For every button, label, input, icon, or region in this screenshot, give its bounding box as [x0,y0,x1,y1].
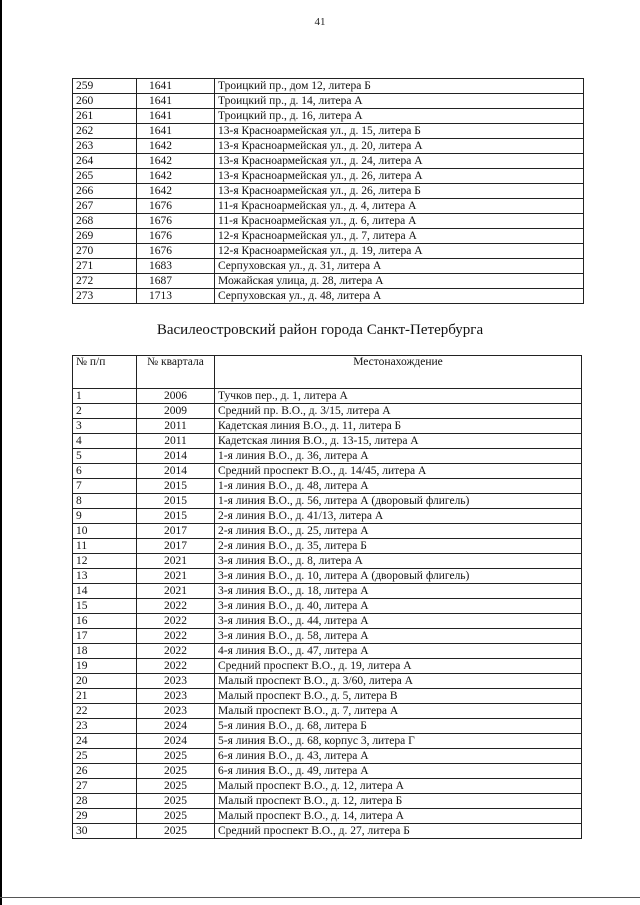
vasileostrovsky-addresses-table-body [73,389,582,839]
quarter-number-cell: 2006 [137,389,215,404]
quarter-number-cell: 1641 [137,124,215,139]
location-cell: Тучков пер., д. 1, литера А [215,389,582,404]
row-number-cell: 27 [73,779,137,794]
table-row [73,479,582,494]
location-cell: 2-я линия В.О., д. 41/13, литера А [215,509,582,524]
table-header-row [73,356,582,389]
table-row [73,434,582,449]
table-row [73,614,582,629]
location-cell: 12-я Красноармейская ул., д. 7, литера А [215,229,584,244]
location-cell: 1-я линия В.О., д. 36, литера А [215,449,582,464]
table-row [73,389,582,404]
row-number-cell: 267 [73,199,137,214]
quarter-number-cell: 2011 [137,419,215,434]
quarter-number-cell: 1641 [137,94,215,109]
row-number-cell: 259 [73,79,137,94]
quarter-number-cell: 1642 [137,154,215,169]
table-row [73,809,582,824]
location-cell: Малый проспект В.О., д. 3/60, литера А [215,674,582,689]
row-number-cell: 19 [73,659,137,674]
table-row [73,674,582,689]
row-number-cell: 6 [73,464,137,479]
quarter-number-cell: 2023 [137,704,215,719]
row-number-cell: 266 [73,184,137,199]
quarter-number-cell: 2024 [137,719,215,734]
row-number-cell: 8 [73,494,137,509]
table-row [73,184,584,199]
row-number-cell: 271 [73,259,137,274]
table-row [73,719,582,734]
table-row [73,274,584,289]
header-location: Местонахождение [215,356,582,389]
row-number-cell: 11 [73,539,137,554]
table-row [73,154,584,169]
row-number-cell: 13 [73,569,137,584]
table-row [73,599,582,614]
quarter-number-cell: 2015 [137,494,215,509]
row-number-cell: 26 [73,764,137,779]
row-number-cell: 24 [73,734,137,749]
location-cell: Средний проспект В.О., д. 19, литера А [215,659,582,674]
header-row-number: № п/п [73,356,137,389]
quarter-number-cell: 2025 [137,809,215,824]
quarter-number-cell: 2025 [137,764,215,779]
quarter-number-cell: 2015 [137,479,215,494]
table-row [73,554,582,569]
quarter-number-cell: 1676 [137,244,215,259]
row-number-cell: 272 [73,274,137,289]
table-row [73,494,582,509]
row-number-cell: 265 [73,169,137,184]
location-cell: Троицкий пр., д. 16, литера А [215,109,584,124]
location-cell: 6-я линия В.О., д. 49, литера А [215,764,582,779]
table-row [73,524,582,539]
quarter-number-cell: 2017 [137,539,215,554]
location-cell: 3-я линия В.О., д. 58, литера А [215,629,582,644]
table-row [73,734,582,749]
table-row [73,629,582,644]
quarter-number-cell: 2015 [137,509,215,524]
location-cell: 5-я линия В.О., д. 68, литера Б [215,719,582,734]
table-row [73,704,582,719]
row-number-cell: 16 [73,614,137,629]
table-row [73,124,584,139]
quarter-number-cell: 1687 [137,274,215,289]
quarter-number-cell: 2022 [137,629,215,644]
row-number-cell: 17 [73,629,137,644]
location-cell: 13-я Красноармейская ул., д. 26, литера А [215,169,584,184]
location-cell: Малый проспект В.О., д. 14, литера А [215,809,582,824]
table-row [73,214,584,229]
table-row [73,259,584,274]
quarter-number-cell: 2024 [137,734,215,749]
location-cell: 13-я Красноармейская ул., д. 26, литера Б [215,184,584,199]
quarter-number-cell: 2025 [137,824,215,839]
table-row [73,779,582,794]
location-cell: 13-я Красноармейская ул., д. 15, литера Б [215,124,584,139]
row-number-cell: 4 [73,434,137,449]
table-row [73,404,582,419]
quarter-number-cell: 1641 [137,79,215,94]
quarter-number-cell: 2025 [137,794,215,809]
table-row [73,169,584,184]
location-cell: 3-я линия В.О., д. 40, литера А [215,599,582,614]
location-cell: 13-я Красноармейская ул., д. 20, литера А [215,139,584,154]
row-number-cell: 28 [73,794,137,809]
row-number-cell: 2 [73,404,137,419]
table-row [73,824,582,839]
table-row [73,794,582,809]
quarter-number-cell: 2014 [137,449,215,464]
row-number-cell: 12 [73,554,137,569]
page-number: 41 [314,16,326,28]
row-number-cell: 7 [73,479,137,494]
row-number-cell: 270 [73,244,137,259]
location-cell: 1-я линия В.О., д. 48, литера А [215,479,582,494]
row-number-cell: 22 [73,704,137,719]
row-number-cell: 9 [73,509,137,524]
vasileostrovsky-addresses-table [72,355,582,839]
table-row [73,199,584,214]
table-row [73,584,582,599]
quarter-number-cell: 1642 [137,184,215,199]
quarter-number-cell: 2023 [137,674,215,689]
table-row [73,94,584,109]
row-number-cell: 269 [73,229,137,244]
location-cell: Средний проспект В.О., д. 14/45, литера А [215,464,582,479]
quarter-number-cell: 2009 [137,404,215,419]
scan-edge-bottom [0,897,640,898]
location-cell: Серпуховская ул., д. 31, литера А [215,259,584,274]
quarter-number-cell: 1683 [137,259,215,274]
quarter-number-cell: 2022 [137,644,215,659]
location-cell: Малый проспект В.О., д. 12, литера Б [215,794,582,809]
row-number-cell: 14 [73,584,137,599]
scan-edge-left [0,0,2,905]
location-cell: 11-я Красноармейская ул., д. 4, литера А [215,199,584,214]
table-row [73,229,584,244]
quarter-number-cell: 1713 [137,289,215,304]
table-row [73,244,584,259]
table-row [73,139,584,154]
row-number-cell: 25 [73,749,137,764]
quarter-number-cell: 1642 [137,139,215,154]
location-cell: 3-я линия В.О., д. 8, литера А [215,554,582,569]
quarter-number-cell: 2011 [137,434,215,449]
quarter-number-cell: 2021 [137,584,215,599]
table-row [73,419,582,434]
quarter-number-cell: 2022 [137,599,215,614]
location-cell: Малый проспект В.О., д. 7, литера А [215,704,582,719]
header-quarter-number: № квартала [137,356,215,389]
quarter-number-cell: 2022 [137,614,215,629]
row-number-cell: 18 [73,644,137,659]
row-number-cell: 21 [73,689,137,704]
row-number-cell: 20 [73,674,137,689]
row-number-cell: 29 [73,809,137,824]
location-cell: 11-я Красноармейская ул., д. 6, литера А [215,214,584,229]
quarter-number-cell: 1676 [137,199,215,214]
table-row [73,569,582,584]
location-cell: 2-я линия В.О., д. 35, литера Б [215,539,582,554]
row-number-cell: 263 [73,139,137,154]
location-cell: Троицкий пр., д. 14, литера А [215,94,584,109]
quarter-number-cell: 1676 [137,229,215,244]
row-number-cell: 260 [73,94,137,109]
quarter-number-cell: 2017 [137,524,215,539]
row-number-cell: 10 [73,524,137,539]
table-row [73,109,584,124]
row-number-cell: 1 [73,389,137,404]
location-cell: Малый проспект В.О., д. 5, литера В [215,689,582,704]
location-cell: 4-я линия В.О., д. 47, литера А [215,644,582,659]
location-cell: 1-я линия В.О., д. 56, литера А (дворовый флигель) [215,494,582,509]
location-cell: Средний проспект В.О., д. 27, литера Б [215,824,582,839]
quarter-number-cell: 2023 [137,689,215,704]
location-cell: Троицкий пр., дом 12, литера Б [215,79,584,94]
quarter-number-cell: 2021 [137,569,215,584]
table-row [73,289,584,304]
table-row [73,644,582,659]
table-row [73,539,582,554]
quarter-number-cell: 1676 [137,214,215,229]
addresses-table-continued [72,78,584,304]
row-number-cell: 15 [73,599,137,614]
location-cell: 2-я линия В.О., д. 25, литера А [215,524,582,539]
addresses-table-continued-body [73,79,584,304]
location-cell: 6-я линия В.О., д. 43, литера А [215,749,582,764]
table-row [73,79,584,94]
row-number-cell: 268 [73,214,137,229]
table-row [73,464,582,479]
table-row [73,509,582,524]
row-number-cell: 5 [73,449,137,464]
location-cell: Серпуховская ул., д. 48, литера А [215,289,584,304]
section-title: Василеостровский район города Санкт-Петербурга [156,322,484,338]
quarter-number-cell: 2021 [137,554,215,569]
location-cell: 3-я линия В.О., д. 44, литера А [215,614,582,629]
location-cell: Средний пр. В.О., д. 3/15, литера А [215,404,582,419]
row-number-cell: 3 [73,419,137,434]
quarter-number-cell: 2014 [137,464,215,479]
location-cell: 13-я Красноармейская ул., д. 24, литера А [215,154,584,169]
location-cell: 5-я линия В.О., д. 68, корпус 3, литера Г [215,734,582,749]
quarter-number-cell: 1642 [137,169,215,184]
row-number-cell: 30 [73,824,137,839]
quarter-number-cell: 1641 [137,109,215,124]
location-cell: Кадетская линия В.О., д. 13-15, литера А [215,434,582,449]
row-number-cell: 23 [73,719,137,734]
row-number-cell: 262 [73,124,137,139]
row-number-cell: 261 [73,109,137,124]
table-row [73,764,582,779]
location-cell: Можайская улица, д. 28, литера А [215,274,584,289]
location-cell: Малый проспект В.О., д. 12, литера А [215,779,582,794]
table-row [73,659,582,674]
row-number-cell: 273 [73,289,137,304]
quarter-number-cell: 2025 [137,749,215,764]
quarter-number-cell: 2022 [137,659,215,674]
table-row [73,749,582,764]
row-number-cell: 264 [73,154,137,169]
location-cell: 3-я линия В.О., д. 18, литера А [215,584,582,599]
table-row [73,449,582,464]
table-row [73,689,582,704]
location-cell: 12-я Красноармейская ул., д. 19, литера А [215,244,584,259]
location-cell: Кадетская линия В.О., д. 11, литера Б [215,419,582,434]
location-cell: 3-я линия В.О., д. 10, литера А (дворовый флигель) [215,569,582,584]
quarter-number-cell: 2025 [137,779,215,794]
